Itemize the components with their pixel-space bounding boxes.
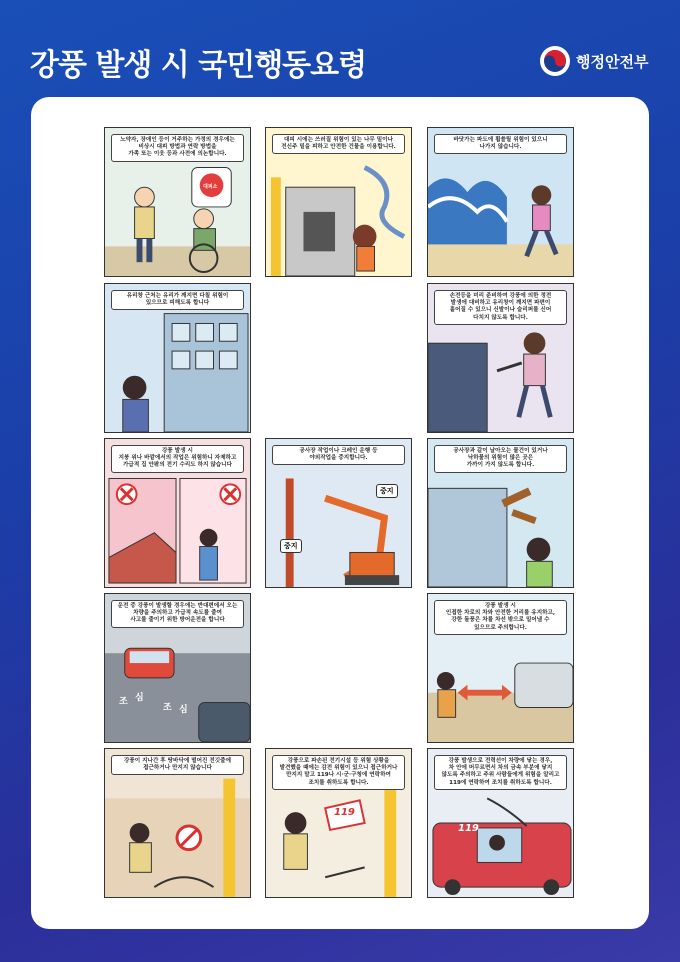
road-marking-2: 심 (135, 693, 144, 703)
comic-panel-5 (427, 283, 574, 433)
comic-panel-7 (265, 438, 412, 588)
ministry-logo (540, 46, 648, 76)
panel-caption: 강풍으로 파손된 전기시설 등 위험 상황을 발견했을 때에는 감전 위험이 있으니 접근하거나 만지지 말고 119나 시·군·구청에 연락하여 조치를 취하도록 합니다. (272, 755, 405, 790)
panel-caption: 공사장 작업이나 크레인 운행 등 야외작업을 중지합니다. (272, 445, 405, 465)
comic-panel-2 (265, 127, 412, 277)
call-119-label: 119 (458, 823, 479, 834)
taegeuk-icon (540, 46, 570, 76)
panel-caption: 강풍 발생 시 지붕 위나 바깥에서의 작업은 위험하니 자제하고 가급적 집 안팎의 전기 수리도 하지 않습니다 (111, 445, 244, 473)
comic-panel-4 (104, 283, 251, 433)
stop-sign-bottom: 중지 (280, 539, 302, 553)
stop-sign-top: 중지 (376, 484, 398, 498)
panel-caption: 대피 시에는 쓰러질 위험이 있는 나무 밑이나 전신주 밑을 피하고 안전한 건물을 이용합니다. (272, 134, 405, 154)
comic-panel-11 (104, 748, 251, 898)
panel-caption: 유리창 근처는 유리가 깨지면 다칠 위험이 있으므로 피해도록 합니다 (111, 290, 244, 310)
comic-panel-3 (427, 127, 574, 277)
panel-caption: 강풍 발생 시 인접한 차로의 차와 안전한 거리를 유지하고, 강한 돌풍은 차를 차선 밖으로 밀어낼 수 있으므로 주의합니다. (434, 600, 567, 635)
panel-caption: 운전 중 강풍이 발생할 경우에는 반대편에서 오는 차량을 주의하고 가급적 속도를 줄여 사고를 줄이기 위한 방어운전을 합니다 (111, 600, 244, 628)
page-title: 강풍 발생 시 국민행동요령 (30, 48, 367, 83)
comic-panel-6 (104, 438, 251, 588)
comic-panel-10 (427, 593, 574, 743)
road-marking-1: 조 (119, 697, 128, 707)
call-119-label: 119 (334, 807, 355, 818)
comic-panel-8 (427, 438, 574, 588)
panel-caption: 공사장과 같이 날아오는 물건이 있거나 낙하물의 위험이 많은 곳은 가까이 가지 않도록 합니다. (434, 445, 567, 473)
ministry-name: 행정안전부 (576, 52, 649, 71)
comic-panel-1 (104, 127, 251, 277)
comic-panel-9 (104, 593, 251, 743)
road-marking-4: 심 (179, 705, 188, 715)
comic-panel-12 (265, 748, 412, 898)
shelter-sign: 대피소 (203, 184, 218, 190)
road-marking-3: 조 (163, 703, 172, 713)
panel-caption: 노약자, 장애인 등이 거주하는 가정의 경우에는 비상시 대피 방법과 연락 방법을 가족 또는 이웃 등과 사전에 의논합니다. (111, 134, 244, 162)
comic-panel-13 (427, 748, 574, 898)
panel-caption: 강풍이 지나간 후 땅바닥에 떨어진 전깃줄에 접근하거나 만지지 않습니다 (111, 755, 244, 775)
panel-caption: 바닷가는 파도에 휩쓸릴 위험이 있으니 나가지 않습니다. (434, 134, 567, 154)
panel-caption: 강풍 발생으로 전력선이 차량에 닿는 경우, 차 안에 머무르면서 차의 금속 부분에 닿지 않도록 주의하고 주위 사람들에게 위험을 알리고 119에 연락하여 조치를 취하도록 합니다. (434, 755, 567, 790)
panel-caption: 손전등을 미리 준비하여 강풍에 의한 정전 발생에 대비하고 유리창이 깨지면 파편이 흩어질 수 있으니 신발이나 슬리퍼를 신어 다치지 않도록 합니다. (434, 290, 567, 325)
